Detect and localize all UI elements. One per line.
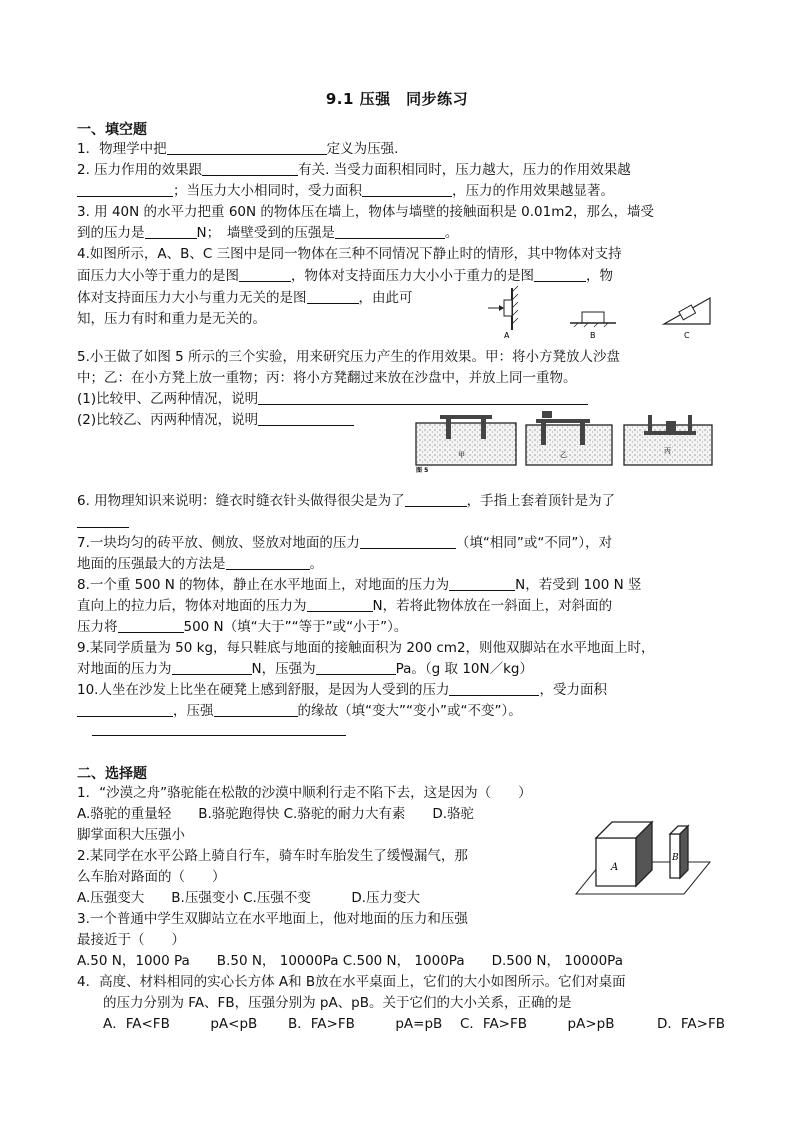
choice-question-2: 2.某同学在水平公路上骑自行车，骑车时车胎发生了缓慢漏气，那	[77, 848, 468, 864]
section-choice-heading: 二、选择题	[77, 766, 147, 782]
answer-blank[interactable]	[307, 288, 359, 304]
q8-text-3: 直向上的拉力后，物体对地面的压力为	[77, 598, 307, 614]
q10-text: 10.人坐在沙发上比坐在硬凳上感到舒服，是因为人受到的压力	[77, 682, 450, 698]
q6-text: 6. 用物理知识来说明：缝衣时缝衣针头做得很尖是为了	[77, 493, 405, 509]
answer-blank[interactable]	[172, 659, 252, 675]
extra-answer-line[interactable]	[92, 735, 346, 736]
question-9-line-2	[77, 659, 533, 679]
choice-question-4-option-b[interactable]: B．FA>FB pA=pB	[288, 1016, 443, 1032]
answer-blank[interactable]	[449, 680, 539, 696]
figure-label-b: B	[590, 331, 596, 340]
tray-bing	[624, 415, 712, 465]
answer-blank[interactable]	[239, 266, 291, 282]
answer-blank[interactable]	[405, 491, 467, 507]
q4-text: 面压力大小等于重力的是图	[77, 268, 239, 284]
tray-jia	[416, 415, 516, 465]
choice-question-1-options-cont: 脚掌面积大压强小	[77, 827, 185, 843]
question-10-line-2	[77, 701, 522, 721]
q5-part-1-text: (1)比较甲、乙两种情况，说明	[77, 391, 259, 407]
question-4-line-3	[77, 288, 413, 308]
q7-text-2: （填“相同”或“不同”），对	[455, 535, 613, 551]
choice-question-3-line-2: 最接近于（ ）	[77, 932, 185, 948]
q7-text: 7.一块均匀的砖平放、侧放、竖放对地面的压力	[77, 535, 360, 551]
question-3: 3. 用 40N 的水平力把重 60N 的物体压在墙上，物体与墙壁的接触面积是 0.01m2，那么，墙受	[77, 204, 654, 220]
question-5-line-2: 中；乙：在小方凳上放一重物；丙：将小方凳翻过来放在沙盘中，并放上同一重物。	[77, 370, 577, 386]
question-8-line-2	[77, 596, 612, 616]
answer-blank[interactable]	[534, 266, 586, 282]
choice-question-4-option-a[interactable]: A．FA<FB pA<pB	[103, 1016, 258, 1032]
q9-text-3: Pa。（g 取 10N／kg）	[395, 661, 533, 677]
q3-text: 到的压力是	[77, 225, 145, 241]
answer-blank[interactable]	[316, 659, 396, 675]
q3-text-2: N； 墙壁受到的压强是	[196, 225, 335, 241]
answer-blank[interactable]	[118, 617, 184, 633]
question-8-line-3	[77, 617, 407, 637]
question-2-line-2	[77, 181, 614, 201]
question-7	[77, 533, 612, 553]
tray-label-bing: 丙	[664, 447, 671, 455]
q1-text-end: 定义为压强.	[326, 141, 399, 157]
answer-blank[interactable]	[202, 160, 298, 176]
block-label-b: B	[672, 853, 679, 863]
question-5-part-1	[77, 389, 588, 409]
q4-text-3: ，物	[586, 268, 613, 284]
answer-blank[interactable]	[360, 533, 456, 549]
question-4: 4.如图所示，A、B、C 三图中是同一物体在三种不同情况下静止时的情形，其中物体对支持	[77, 246, 622, 262]
question-3-line-2	[77, 223, 458, 243]
figure-a-wall	[488, 286, 518, 330]
sand-tray-experiment-figure	[414, 409, 716, 473]
answer-blank[interactable]	[145, 223, 197, 239]
q1-text: 1．物理学中把	[77, 141, 167, 157]
question-5-part-2	[77, 410, 354, 430]
question-6	[77, 491, 615, 511]
page-title: 9.1 压强 同步练习	[325, 90, 469, 108]
tray-label-yi: 乙	[560, 451, 567, 459]
q8-text-4: N，若将此物体放在一斜面上，对斜面的	[372, 598, 613, 614]
figure-label-a: A	[504, 331, 510, 340]
q2-text: 2. 压力作用的效果跟	[77, 162, 203, 178]
choice-question-4: 4．高度、材料相同的实心长方体 A和 B放在水平桌面上，它们的大小如图所示。它们对桌面	[77, 974, 626, 990]
block-a	[596, 822, 652, 886]
choice-question-3: 3.一个普通中学生双脚站立在水平地面上，他对地面的压力和压强	[77, 911, 468, 927]
choice-question-2-line-2: 么车胎对路面的（ ）	[77, 869, 226, 885]
answer-blank[interactable]	[77, 701, 173, 717]
question-2	[77, 160, 631, 180]
answer-blank[interactable]	[362, 181, 452, 197]
answer-blank[interactable]	[77, 512, 129, 528]
answer-blank[interactable]	[77, 181, 173, 197]
q10-text-3: ，压强	[173, 703, 214, 719]
question-4-line-2	[77, 266, 613, 286]
choice-question-3-options: A.50 N，1000 Pa B.50 N， 10000Pa C.500 N， 1000Pa D.500 N， 10000Pa	[77, 953, 623, 969]
choice-question-4-option-d[interactable]: D．FA>FB	[657, 1016, 725, 1032]
block-b	[670, 826, 688, 878]
figure-c-incline	[664, 298, 710, 324]
answer-blank[interactable]	[258, 410, 354, 426]
choice-question-4-line-2: 的压力分别为 FA、FB，压强分别为 pA、pB。关于它们的大小关系，正确的是	[103, 995, 572, 1011]
figure-label-c: C	[684, 331, 690, 340]
q9-text: 对地面的压力为	[77, 661, 172, 677]
section-fill-blank-heading: 一、填空题	[77, 122, 147, 138]
question-1	[77, 139, 398, 159]
choice-question-1-options: A.骆驼的重量轻 B.骆驼跑得快 C.骆驼的耐力大有素 D.骆驼	[77, 806, 475, 822]
figure-b-floor	[570, 312, 616, 327]
q2-text-3: ；当压力大小相同时，受力面积	[173, 183, 362, 199]
question-5: 5.小王做了如图 5 所示的三个实验，用来研究压力产生的作用效果。甲：将小方凳放人沙盘	[77, 349, 621, 365]
question-8	[77, 575, 641, 595]
force-support-figure	[484, 284, 714, 342]
answer-blank[interactable]	[449, 575, 515, 591]
figure-5-caption: 图 5	[416, 467, 429, 473]
answer-blank[interactable]	[226, 554, 310, 570]
answer-blank[interactable]	[167, 139, 327, 155]
q7-text-3: 地面的压强最大的方法是	[77, 556, 226, 572]
answer-blank[interactable]	[258, 389, 588, 405]
q6-text-2: ，手指上套着顶针是为了	[466, 493, 616, 509]
q10-text-2: ，受力面积	[539, 682, 607, 698]
q4-text-4: 体对支持面压力大小与重力无关的是图	[77, 290, 307, 306]
q5-part-2-text: (2)比较乙、丙两种情况，说明	[77, 412, 259, 428]
tray-label-jia: 甲	[458, 451, 465, 459]
question-7-line-2	[77, 554, 323, 574]
q9-text-2: N，压强为	[251, 661, 316, 677]
q3-text-3: 。	[444, 225, 459, 241]
q4-text-5: ，由此可	[358, 290, 413, 306]
question-6-line-2	[77, 512, 129, 532]
answer-blank[interactable]	[307, 596, 373, 612]
q8-text: 8.一个重 500 N 的物体，静止在水平地面上，对地面的压力为	[77, 577, 450, 593]
q2-text-4: ，压力的作用效果越显著。	[452, 183, 614, 199]
answer-blank[interactable]	[335, 223, 445, 239]
blocks-on-table-figure	[572, 808, 712, 900]
q4-text-2: ，物体对支持面压力大小小于重力的是图	[291, 268, 534, 284]
q8-text-6: 500 N（填“大于”“等于”或“小于”）。	[183, 619, 408, 635]
q2-text-2: 有关. 当受力面积相同时，压力越大，压力的作用效果越	[298, 162, 631, 178]
question-4-line-4: 知，压力有时和重力是无关的。	[77, 311, 266, 327]
q10-text-4: 的缘故（填“变大”“变小”或“不变”）。	[297, 703, 522, 719]
tray-yi	[526, 411, 612, 465]
q8-text-5: 压力将	[77, 619, 118, 635]
choice-question-2-options: A.压强变大 B.压强变小 C.压强不变 D.压力变大	[77, 890, 421, 906]
q8-text-2: N，若受到 100 N 竖	[515, 577, 642, 593]
question-10	[77, 680, 607, 700]
block-label-a: A	[611, 862, 619, 873]
q7-text-4: 。	[309, 556, 323, 572]
choice-question-4-option-c[interactable]: C．FA>FB pA>pB	[460, 1016, 615, 1032]
choice-question-1: 1．“沙漠之舟”骆驼能在松散的沙漠中顺利行走不陷下去，这是因为（ ）	[77, 785, 532, 801]
answer-blank[interactable]	[214, 701, 298, 717]
question-9: 9.某同学质量为 50 kg，每只鞋底与地面的接触面积为 200 cm2，则他双脚站在水平地面上时，	[77, 640, 655, 656]
